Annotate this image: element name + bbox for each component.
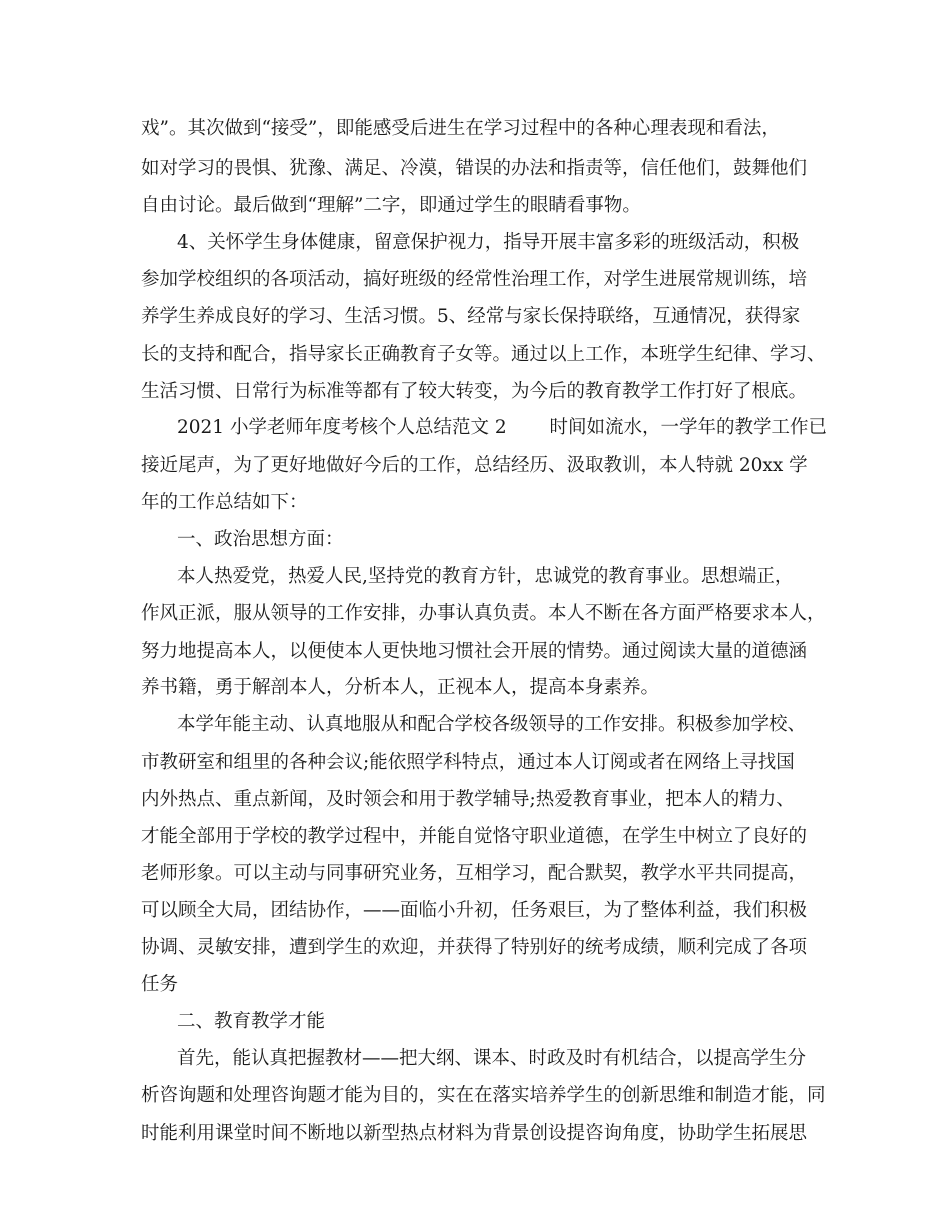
- paragraph-start-line: 2021 小学老师年度考核个人总结范文 2 时间如流水，一学年的教学工作已: [177, 417, 827, 438]
- text-line: 时能利用课堂时间不断地以新型热点材料为背景创设提咨询角度，协助学生拓展思: [141, 1123, 808, 1144]
- text-line: 养书籍，勇于解剖本人，分析本人，正视本人，提高本身素养。: [141, 677, 660, 698]
- text-line: 任务: [141, 974, 179, 995]
- paragraph-start-line: 本学年能主动、认真地服从和配合学校各级领导的工作安排。积极参加学校、: [177, 714, 807, 735]
- section-heading: 一、政治思想方面：: [177, 529, 344, 550]
- text-line: 参加学校组织的各项活动，搞好班级的经常性治理工作，对学生进展常规训练，培: [141, 269, 808, 290]
- text-line: 长的支持和配合，指导家长正确教育子女等。通过以上工作，本班学生纪律、学习、: [141, 344, 826, 365]
- text-line: 如对学习的畏惧、犹豫、满足、冷漠，错误的办法和指责等，信任他们，鼓舞他们: [141, 158, 808, 179]
- text-line: 自由讨论。最后做到“理解”二字，即通过学生的眼睛看事物。: [141, 195, 641, 216]
- text-line: 可以顾全大局，团结协作，——面临小升初，任务艰巨，为了整体利益，我们积极: [141, 900, 808, 921]
- text-line: 才能全部用于学校的教学过程中，并能自觉恪守职业道德，在学生中树立了良好的: [141, 826, 808, 847]
- paragraph-start-line: 本人热爱党，热爱人民,坚持党的教育方针，忠诚党的教育事业。思想端正，: [177, 566, 794, 587]
- text-line: 努力地提高本人，以便使本人更快地习惯社会开展的情势。通过阅读大量的道德涵: [141, 641, 808, 662]
- text-line: 内外热点、重点新闻，及时领会和用于教学辅导;热爱教育事业，把本人的精力、: [141, 789, 795, 810]
- text-line: 析咨询题和处理咨询题才能为目的，实在在落实培养学生的创新思维和制造才能，同: [141, 1085, 826, 1106]
- text-line: 生活习惯、日常行为标准等都有了较大转变，为今后的教育教学工作打好了根底。: [141, 381, 808, 402]
- paragraph-start-line: 4、关怀学生身体健康，留意保护视力，指导开展丰富多彩的班级活动，积极: [177, 232, 800, 253]
- text-line: 戏”。其次做到“接受”，即能感受后进生在学习过程中的各种心理表现和看法，: [141, 118, 780, 139]
- text-line: 市教研室和组里的各种会议;能依照学科特点，通过本人订阅或者在网络上寻找国: [141, 752, 795, 773]
- text-line: 老师形象。可以主动与同事研究业务，互相学习，配合默契，教学水平共同提高，: [141, 863, 808, 884]
- text-line: 协调、灵敏安排，遭到学生的欢迎，并获得了特别好的统考成绩，顺利完成了各项: [141, 937, 808, 958]
- text-line: 作风正派，服从领导的工作安排，办事认真负责。本人不断在各方面严格要求本人，: [141, 603, 826, 624]
- paragraph-start-line: 首先，能认真把握教材——把大纲、课本、时政及时有机结合，以提高学生分: [177, 1048, 807, 1069]
- text-line: 接近尾声，为了更好地做好今后的工作，总结经历、汲取教训，本人特就 20xx 学: [141, 455, 808, 476]
- section-heading: 二、教育教学才能: [177, 1011, 326, 1032]
- text-line: 养学生养成良好的学习、生活习惯。5、经常与家长保持联络，互通情况，获得家: [141, 306, 801, 327]
- text-line: 年的工作总结如下：: [141, 492, 308, 513]
